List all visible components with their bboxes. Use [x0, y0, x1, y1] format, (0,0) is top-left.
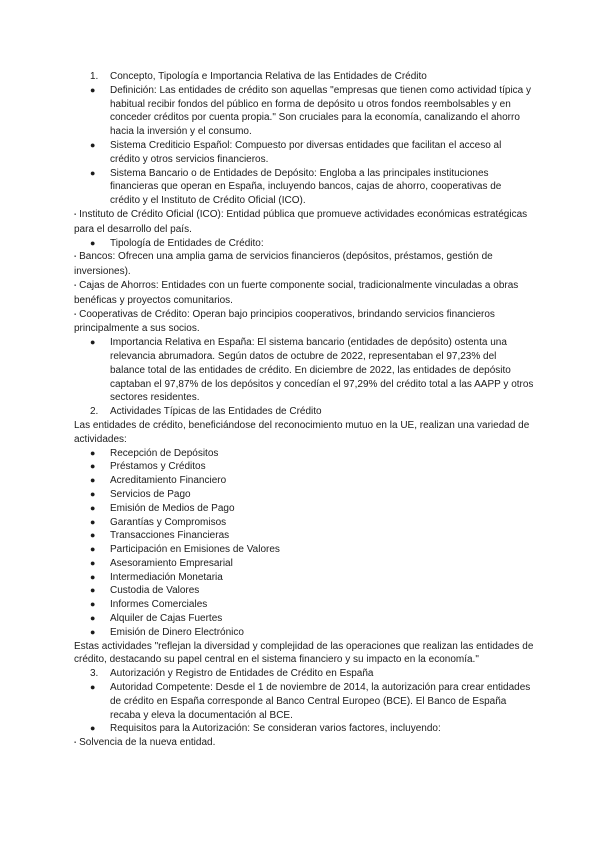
- bullet-marker: ●: [90, 337, 96, 348]
- bullet-marker: ●: [90, 488, 96, 499]
- bullet-requisitos: [74, 722, 534, 736]
- sub-item-solvencia: [74, 736, 534, 751]
- list-item: [74, 612, 534, 626]
- heading-text: Autorización y Registro de Entidades de Crédito en España: [110, 668, 374, 680]
- sub-item-cooperativas: [74, 308, 534, 337]
- list-item-text: Asesoramiento Empresarial: [110, 557, 233, 569]
- list-item: [74, 571, 534, 585]
- list-item-text: Acreditamiento Financiero: [110, 475, 227, 487]
- list-number: 3.: [90, 668, 99, 680]
- document-body: [74, 70, 534, 751]
- bullet-marker: ●: [90, 723, 96, 734]
- sub-item-cajas: [74, 279, 534, 308]
- list-item-text: Participación en Emisiones de Valores: [110, 544, 280, 556]
- square-marker: ▪: [74, 211, 77, 218]
- bullet-text: Tipología de Entidades de Crédito:: [110, 237, 264, 249]
- bullet-marker: ●: [90, 585, 96, 596]
- sub-item-text: Instituto de Crédito Oficial (ICO): Entidad pública que promueve actividades económicas estratégicas para el desarrollo del país.: [74, 208, 528, 235]
- list-item-text: Recepción de Depósitos: [110, 447, 219, 459]
- bullet-marker: ●: [90, 682, 96, 693]
- list-item: [74, 516, 534, 530]
- list-item: [74, 626, 534, 640]
- bullet-definicion: [74, 84, 534, 139]
- bullet-marker: ●: [90, 447, 96, 458]
- list-item: [74, 460, 534, 474]
- list-number: 2.: [90, 406, 99, 418]
- list-item: [74, 543, 534, 557]
- list-item-text: Informes Comerciales: [110, 599, 208, 611]
- bullet-text: Autoridad Competente: Desde el 1 de noviembre de 2014, la autorización para crear entidades de crédito en España corresponde al Banco Central Europeo (BCE). El Banco de España recaba y eleva la documentación al BCE.: [110, 682, 531, 721]
- bullet-marker: ●: [90, 139, 96, 150]
- list-item: [74, 447, 534, 461]
- square-marker: ▪: [74, 282, 77, 289]
- bullet-marker: ●: [90, 544, 96, 555]
- bullet-marker: ●: [90, 516, 96, 527]
- list-item: [74, 557, 534, 571]
- bullet-sistema-bancario: [74, 167, 534, 208]
- bullet-text: Requisitos para la Autorización: Se consideran varios factores, incluyendo:: [110, 723, 441, 735]
- sub-item-text: Solvencia de la nueva entidad.: [79, 737, 216, 749]
- bullet-sistema-crediticio: [74, 139, 534, 167]
- list-item: [74, 502, 534, 516]
- bullet-tipologia: [74, 237, 534, 251]
- bullet-marker: ●: [90, 502, 96, 513]
- bullet-marker: ●: [90, 599, 96, 610]
- section-2-intro: Las entidades de crédito, beneficiándose del reconocimiento mutuo en la UE, realizan una variedad de actividades:: [74, 419, 530, 445]
- heading-text: Actividades Típicas de las Entidades de Crédito: [110, 406, 322, 418]
- section-2-closing: Estas actividades "reflejan la diversidad y complejidad de las operaciones que realizan las entidades de crédito, destacando su papel central en el sistema financiero y su impacto en la economía.": [74, 640, 534, 666]
- list-item-text: Emisión de Medios de Pago: [110, 502, 235, 514]
- bullet-marker: ●: [90, 84, 96, 95]
- bullet-text: Definición: Las entidades de crédito son aquellas "empresas que tienen como actividad típica y habitual recibir fondos del público en forma de depósito u otros fondos reembolsables y en conceder créditos por cuenta propia." Son cruciales para la economía, canalizando el ahorro hacia la inversión y el consumo.: [110, 84, 532, 138]
- bullet-text: Sistema Crediticio Español: Compuesto por diversas entidades que facilitan el acceso al crédito y otros servicios financieros.: [110, 139, 502, 165]
- list-item-text: Transacciones Financieras: [110, 530, 230, 542]
- activities-list: [74, 447, 534, 640]
- sub-item-ico: [74, 208, 534, 237]
- section-1-heading: [74, 70, 534, 84]
- square-marker: ▪: [74, 311, 77, 318]
- list-item-text: Emisión de Dinero Electrónico: [110, 626, 244, 638]
- sub-item-bancos: [74, 250, 534, 279]
- list-item-text: Servicios de Pago: [110, 488, 191, 500]
- bullet-marker: ●: [90, 530, 96, 541]
- list-item: [74, 474, 534, 488]
- sub-item-text: Cajas de Ahorros: Entidades con un fuerte componente social, tradicionalmente vinculadas a obras benéficas y proyectos comunitarios.: [74, 279, 519, 306]
- bullet-autoridad-competente: [74, 681, 534, 722]
- bullet-marker: ●: [90, 237, 96, 248]
- list-item-text: Alquiler de Cajas Fuertes: [110, 613, 223, 625]
- list-item-text: Préstamos y Créditos: [110, 461, 206, 473]
- bullet-text: Importancia Relativa en España: El sistema bancario (entidades de depósito) ostenta una relevancia abrumadora. Según datos de octubre de 2022, representaban el 97,23% del balance total de las entidades de crédito. En diciembre de 2022, las entidades de depósito captaban el 97,87% de los depósitos y concedían el 97,29% del crédito total a las AAPP y otros sectores residentes.: [110, 337, 534, 404]
- list-item-text: Custodia de Valores: [110, 585, 200, 597]
- section-3-heading: [74, 667, 534, 681]
- bullet-text: Sistema Bancario o de Entidades de Depósito: Engloba a las principales instituciones financieras que operan en España, incluyendo bancos, cajas de ahorro, cooperativas de crédito y el Instituto de Crédito Oficial (ICO).: [110, 167, 502, 207]
- sub-item-text: Cooperativas de Crédito: Operan bajo principios cooperativos, brindando servicios financieros principalmente a sus socios.: [74, 308, 495, 335]
- bullet-marker: ●: [90, 461, 96, 472]
- list-item: [74, 529, 534, 543]
- list-item: [74, 584, 534, 598]
- sub-item-text: Bancos: Ofrecen una amplia gama de servicios financieros (depósitos, préstamos, gestión de inversiones).: [74, 251, 493, 278]
- list-number: 1.: [90, 71, 99, 82]
- list-item-text: Garantías y Compromisos: [110, 516, 227, 528]
- section-2-heading: [74, 405, 534, 419]
- list-item: [74, 488, 534, 502]
- bullet-importancia: [74, 336, 534, 405]
- heading-text: Concepto, Tipología e Importancia Relativa de las Entidades de Crédito: [110, 71, 427, 82]
- list-item-text: Intermediación Monetaria: [110, 571, 223, 583]
- bullet-marker: ●: [90, 613, 96, 624]
- bullet-marker: ●: [90, 626, 96, 637]
- square-marker: ▪: [74, 254, 77, 261]
- list-item: [74, 598, 534, 612]
- bullet-marker: ●: [90, 571, 96, 582]
- bullet-marker: ●: [90, 557, 96, 568]
- bullet-marker: ●: [90, 167, 96, 178]
- square-marker: ▪: [74, 740, 77, 747]
- bullet-marker: ●: [90, 475, 96, 486]
